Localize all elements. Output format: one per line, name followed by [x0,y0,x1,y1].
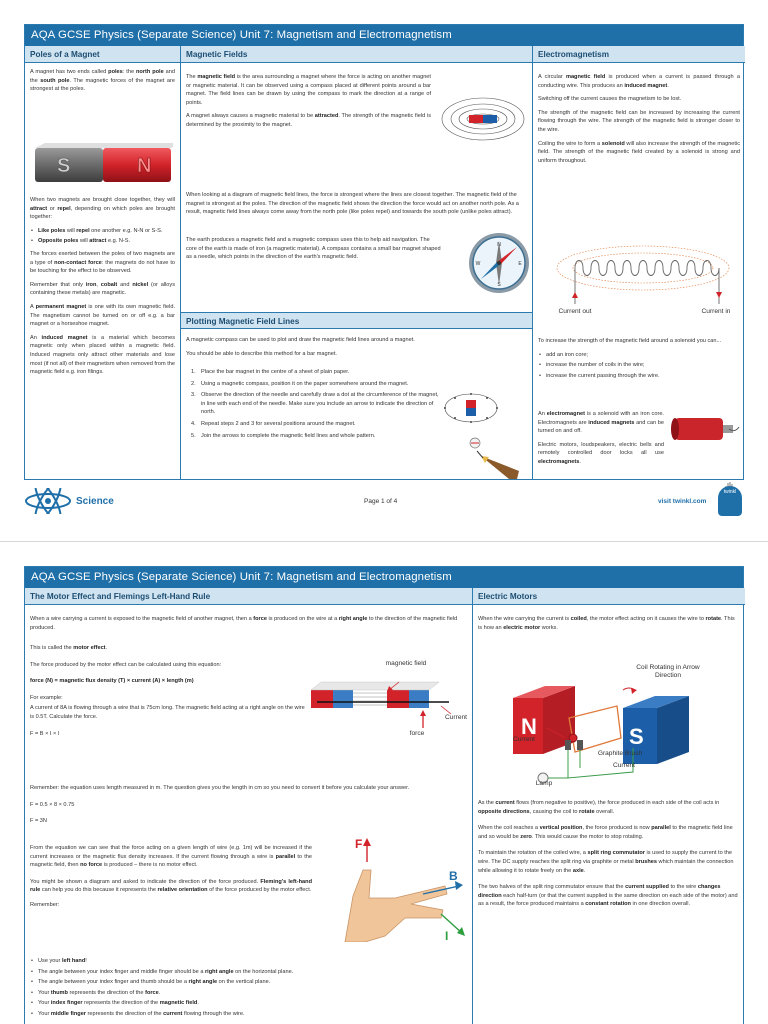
step-item: 5. Join the arrows to complete the magnetic field lines and whole pattern. [191,432,376,439]
motors-text-2: As the current flows (from negative to positive), the force produced in each side of the coil acts in opposite directions, causing the coil to rotate overall. When the coil reaches a vertical position, the force produced is now parallel to the magnetic field line and so would be zero. This would cause the motor to stop rotating. To maintain the rotation of the coiled wire, a split ring commutator is used to supply the current to the wire. The DC supply reaches the split ring via graphite or metal brushes which maintain the connection while allowing it to rotate freely on the axle. The two halves of the split ring commutator ensure that the current supplied to the wire changes direction each half-turn (or that the current supplied is the same direction on each side of the motor) and as a result, the force produced maintains a constant rotation in one direction overall. [478,800,738,908]
poles-text-2: When two magnets are brought close together, they will attract or repel, depending on which poles are brought together: • Like poles will repel one another e.g. N-N or S-S. • Opposite poles will attract e.g. N-S. The forces exerted between the poles of two magnets are a type of non-contact force: the magnets do not have to be touching for the effect to be observed. Remember that only iron, cobalt and nickel (or alloys containing these metals) are magnetic. A permanent magnet is one with its own magnetic field. The magnetism cannot be turned on or off e.g. a bar magnet or a horseshoe magnet. An induced magnet is a material which becomes magnetic only when placed within a magnetic field. Induced magnets only attract other materials and lose most (if not all) of their magnetism when removed from the magnetic field e.g. iron filings. [30,196,175,382]
page-2-sheet [24,566,744,1024]
page-2-title: AQA GCSE Physics (Separate Science) Unit 7: Magnetism and Electromagnetism [25,567,743,588]
fields-column [181,46,533,479]
electro-bullet: • increase the number of coils in the wire; [538,361,740,370]
hand-b-label: B [449,869,458,883]
fields-text-2: When looking at a diagram of magnetic field lines, the force is strongest where the lines are closest together. The magnetic field of the magnet is strongest at the poles. The direction of the magnetic field shows the direction the force would act on another north pole. As a result, magnetic field lines always come away from the north pole (like poles repel) and towards the south pole (unlike poles attract). [186,192,519,216]
motor-effect-heading: The Motor Effect and Flemings Left-Hand Rule [25,588,472,605]
magnet-n-label: N [137,155,152,177]
fields-text-3: The earth produces a magnetic field and a magnetic compass uses this to help aid navigation. The core of the earth is made of iron (a magnetic material). A compass contains a small bar magnet shaped as a needle, which points in the direction of the earth's magnetic field. [186,237,441,261]
motors-column [473,588,745,1024]
current-in-label: Current in [701,308,731,315]
step-item: 1. Place the bar magnet in the centre of a sheet of plain paper. [191,369,350,375]
remember-list: • Use your left hand! • The angle between your index finger and middle finger should be a right angle on the horizontal plane. • The angle between your index finger and thumb should be a right angle on the vertical plane. • Your thumb represents the direction of the force. • Your index finger represents the direction of the magnetic field. • Your middle finger represents the direction of the current flowing through the wire. [30,957,467,1023]
poles-intro: A magnet has two ends called poles: the north pole and the south pole. The magnetic forces of the magnet are strongest at the poles. [30,69,176,93]
compass-image [467,231,531,295]
hand-i-label: I [445,929,449,942]
electro-bullet: • add an iron core; [538,351,740,360]
electro-bullet: • increase the current passing through the wire. [538,372,740,381]
page-1-sheet [24,24,744,480]
step-item: 3. Observe the direction of the needle and carefully draw a dot at the circumference of the magnet, in line with each end of the needle. Make sure you include an arrow to indicate the direction of north. [191,392,439,416]
electro-text: A circular magnetic field is produced when a current is passed through a conducting wire. This produces an induced magnet. Switching off the current causes the magnetism to be lost. The strength of the magnetic field can be increased by increasing the current flowing through the wire. The strength of the magnetic field is stronger closer to the wire. Coiling the wire to form a solenoid will also increase the strength of the magnetic field. The strength of the magnetic field created by a solenoid is strong and uniform throughout. [538,74,741,164]
opposite-poles-item: • Opposite poles will attract e.g. N-S. [30,237,175,246]
motor-effect-column [25,588,473,1024]
science-logo-icon [24,488,72,514]
motor-effect-diagram [309,660,469,742]
left-hand-illustration [325,836,469,942]
plotting-heading: Plotting Magnetic Field Lines [181,312,532,329]
step-item: 2. Using a magnetic compass, position it on the paper somewhere around the magnet. [191,380,409,387]
graphite-brush-label: Graphite Brush [597,750,643,757]
current-out-label: Current out [558,308,592,315]
electro-column [533,46,745,479]
plotting-text: A magnetic compass can be used to plot and draw the magnetic field lines around a magnet. You should be able to describe this method for a bar magnet. [186,337,415,357]
compass-n: N [497,242,501,248]
electromagnet-image [669,410,741,450]
bar-magnet-image [33,142,173,186]
page-divider [0,541,768,542]
electro-text-2: To increase the strength of the magnetic field around a solenoid you can... • add an iron core; • increase the number of coils in the wire; • increase the current passing through the wire. [538,337,740,384]
magnetic-field-label: magnetic field [385,660,427,667]
footer-brand: Science [76,496,114,507]
electro-heading: Electromagnetism [533,46,745,63]
fields-text: The magnetic field is the area surrounding a magnet where the force is acting on another magnet or magnetic material. It can be observed using a compass placed at different points around a bar magnet. The field lines can be drawn by using the compass to mark the direction at a range of points. A magnet always causes a magnetic material to be attracted. The strength of the magnetic field is determined by the proximity to the magnet. [186,74,431,128]
current-label: Current [445,714,467,721]
lamp-label: Lamp [535,780,553,787]
twinkl-badge-icon: twinkl [718,486,742,516]
compass-e: E [518,261,522,267]
page-footer [24,482,744,522]
magnet-s-label: S [57,155,71,177]
motors-text: When the wire carrying the current is coiled, the motor effect acting on it causes the wire to rotate. This is how an electric motor works. [478,616,735,631]
motor-s-label: S [629,724,644,749]
poles-heading: Poles of a Magnet [25,46,180,63]
coil-rotating-label: Coil Rotating in Arrow Direction [636,664,700,679]
motor-n-label: N [521,714,537,739]
compass-w: W [475,261,481,267]
motor-current-label-a: Current [513,736,535,743]
hand-f-label: F [355,837,363,851]
like-poles-item: • Like poles will repel one another e.g. N-N or S-S. [30,227,175,236]
plotting-steps [181,368,439,444]
electro-text-3: An electromagnet is a solenoid with an iron core. Electromagnets are induced magnets and can be turned on and off. Electric motors, loudspeakers, electric bells and remotely controlled door locks all use electromagnets. [538,411,664,465]
step-item: 4. Repeat steps 2 and 3 for several positions around the magnet. [191,420,356,427]
force-label: force [409,730,425,737]
motor-effect-text: When a wire carrying a current is exposed to the magnetic field of another magnet, then a force is produced on the wire at a right angle to the direction of the magnetic field produced. [30,616,458,631]
plotting-illustration [441,371,529,481]
motor-effect-text-2: This is called the motor effect. The force produced by the motor effect can be calculated using this equation: force (N) = magnetic flux density (T) × current (A) × length (m) For example: A current of 8A is flowing through a wire that is 75cm long. The magnetic field acting at a right angle on the wire is 0.5T. Calculate the force. F = B × I × l [30,645,305,737]
motor-current-label-b: Current [613,762,635,769]
force-equation: force (N) = magnetic flux density (T) × current (A) × length (m) [30,678,194,685]
solenoid-diagram [553,244,733,336]
footer-page-number: Page 1 of 4 [364,498,398,505]
motor-effect-text-4: From the equation we can see that the force acting on a given length of wire (e.g. 1m) will be increased if the current increases or the magnetic flux density increases. If the current flowing through a wire is parallel to the magnetic field, then no force is produced – there is no motor effect. You might be shown a diagram and asked to indicate the direction of the force produced. Fleming's left-hand rule can help you do this because it represents the relative orientation of the force produced by the motor effect. Remember: [30,845,312,908]
electric-motor-diagram [513,664,713,792]
compass-s: S [497,282,501,288]
poles-text [25,63,180,94]
motor-effect-text-3: Remember: the equation uses length measured in m. The question gives you the length in cm so you need to convert it before you calculate your answer. F = 0.5 × 8 × 0.75 F = 3N [30,785,410,825]
footer-visit-link[interactable]: visit twinkl.com [658,498,707,505]
field-lines-diagram [438,96,528,142]
page-title: AQA GCSE Physics (Separate Science) Unit 7: Magnetism and Electromagnetism [25,25,743,46]
fields-heading: Magnetic Fields [181,46,532,63]
poles-column [25,46,181,479]
motors-heading: Electric Motors [473,588,745,605]
